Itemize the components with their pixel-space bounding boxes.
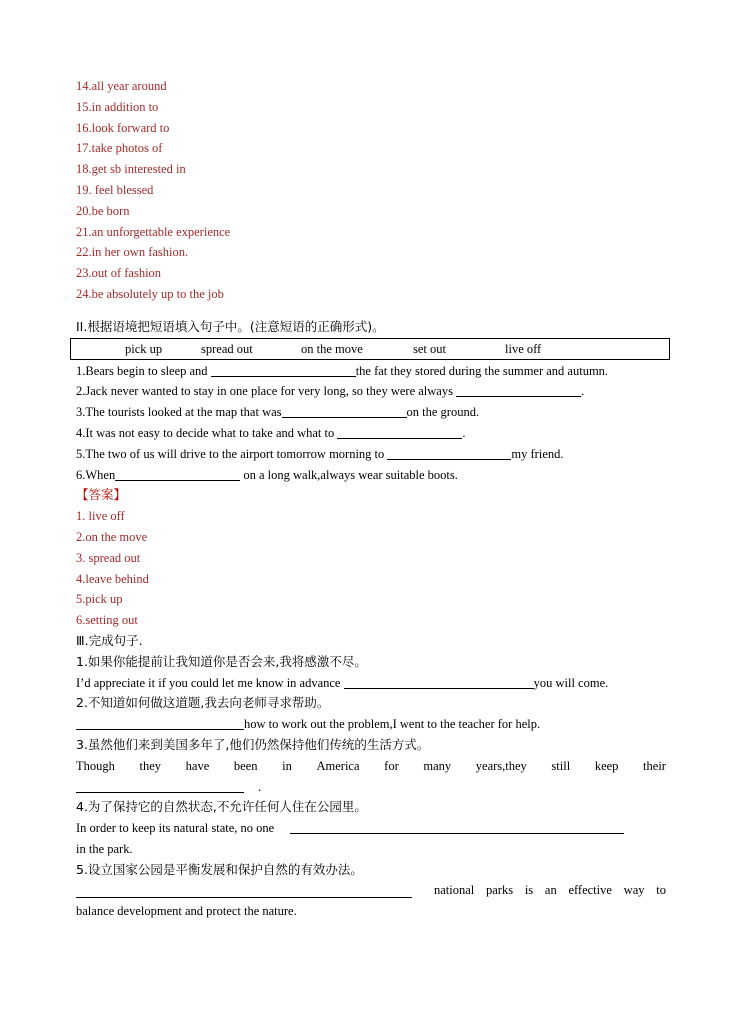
question-5-chinese: 5.设立国家公园是平衡发展和保护自然的有效办法。 bbox=[76, 861, 363, 877]
word: their bbox=[643, 758, 666, 773]
answer-item: 3. spread out bbox=[76, 550, 141, 565]
question-5-words bbox=[434, 880, 666, 901]
sentence-text: my friend. bbox=[511, 446, 564, 461]
phrase-item: 16.look forward to bbox=[76, 120, 170, 135]
word: to bbox=[656, 883, 666, 898]
answer-blank[interactable] bbox=[76, 778, 244, 793]
question-1-english bbox=[76, 673, 666, 694]
question-2-chinese: 2.不知道如何做这道题,我去向老师寻求帮助。 bbox=[76, 695, 330, 711]
answer-item: 1. live off bbox=[76, 509, 125, 524]
answer-item: 6.setting out bbox=[76, 613, 138, 628]
word: parks bbox=[486, 883, 514, 898]
question-3-chinese: 3.虽然他们来到美国多年了,他们仍然保持他们传统的生活方式。 bbox=[76, 736, 430, 752]
word: keep bbox=[594, 758, 619, 773]
word: is bbox=[524, 883, 534, 898]
sentence-text: . bbox=[581, 384, 585, 399]
answer-item: 2.on the move bbox=[76, 529, 148, 544]
word: they bbox=[139, 758, 162, 773]
word: way bbox=[623, 883, 645, 898]
sentence-2 bbox=[76, 381, 666, 402]
phrase-item: 20.be born bbox=[76, 203, 130, 218]
phrase-item: 17.take photos of bbox=[76, 141, 163, 156]
question-5-english bbox=[76, 880, 666, 901]
phrase-item: 19. feel blessed bbox=[76, 182, 154, 197]
question-2-english bbox=[76, 714, 666, 735]
sentence-text: 2.Jack never wanted to stay in one place for very long, so they were always bbox=[76, 384, 457, 399]
sentence-text: 6.When bbox=[76, 467, 116, 482]
sentence-text: 3.The tourists looked at the map that was bbox=[76, 405, 282, 420]
sentence-text: 4.It was not easy to decide what to take and what to bbox=[76, 425, 338, 440]
section-2-title: II.根据语境把短语填入句子中。(注意短语的正确形式)。 bbox=[76, 318, 385, 334]
sentence-text: you will come. bbox=[533, 675, 609, 690]
phrase-item: 15.in addition to bbox=[76, 99, 159, 114]
worksheet-page bbox=[76, 76, 666, 922]
word-bank-item: live off bbox=[505, 341, 542, 356]
phrase-item: 22.in her own fashion. bbox=[76, 245, 189, 260]
word: America bbox=[316, 758, 360, 773]
phrase-item: 23.out of fashion bbox=[76, 266, 162, 281]
question-4-chinese: 4.为了保持它的自然状态,不允许任何人住在公园里。 bbox=[76, 799, 367, 815]
answer-blank[interactable] bbox=[344, 674, 534, 689]
question-5-continuation: balance development and protect the nature. bbox=[76, 904, 297, 919]
answer-blank[interactable] bbox=[76, 715, 244, 730]
word: an bbox=[544, 883, 557, 898]
sentence-text: the fat they stored during the summer and autumn. bbox=[355, 363, 609, 378]
answer-blank[interactable] bbox=[290, 819, 624, 834]
answer-blank[interactable] bbox=[211, 362, 356, 377]
sentence-text: 5.The two of us will drive to the airport tomorrow morning to bbox=[76, 446, 388, 461]
sentence-text: how to work out the problem,I went to the teacher for help. bbox=[244, 717, 541, 732]
word-bank-item: on the move bbox=[301, 341, 363, 356]
section-3-title: Ⅲ.完成句子. bbox=[76, 632, 143, 648]
question-3-english bbox=[76, 756, 666, 777]
word: been bbox=[233, 758, 258, 773]
phrase-list bbox=[76, 76, 666, 305]
answer-label: 【答案】 bbox=[76, 487, 127, 503]
answer-item: 5.pick up bbox=[76, 592, 123, 607]
phrase-item: 21.an unforgettable experience bbox=[76, 224, 231, 239]
sentence-text: In order to keep its natural state, no one bbox=[76, 821, 275, 836]
word: many bbox=[423, 758, 452, 773]
word-bank-item: spread out bbox=[201, 341, 253, 356]
word: have bbox=[185, 758, 210, 773]
answer-blank[interactable] bbox=[387, 445, 511, 460]
answer-blank[interactable] bbox=[337, 424, 462, 439]
word: years,they bbox=[475, 758, 527, 773]
word: Though bbox=[76, 758, 115, 773]
answer-blank[interactable] bbox=[115, 466, 240, 481]
word: national bbox=[434, 883, 475, 898]
sentence-text: 1.Bears begin to sleep and bbox=[76, 363, 211, 378]
sentence-5 bbox=[76, 444, 666, 465]
answer-blank[interactable] bbox=[456, 382, 581, 397]
answer-item: 4.leave behind bbox=[76, 571, 149, 586]
sentence-text: I’d appreciate it if you could let me know in advance bbox=[76, 675, 344, 690]
answer-blank[interactable] bbox=[282, 403, 407, 418]
word: for bbox=[384, 758, 399, 773]
sentence-3 bbox=[76, 402, 666, 423]
word-bank-box bbox=[70, 338, 670, 360]
phrase-item: 18.get sb interested in bbox=[76, 162, 186, 177]
sentence-text: on the ground. bbox=[406, 405, 480, 420]
word: effective bbox=[568, 883, 612, 898]
phrase-item: 14.all year around bbox=[76, 79, 167, 93]
sentence-4 bbox=[76, 423, 666, 444]
question-4-continuation: in the park. bbox=[76, 841, 133, 856]
word-bank-item: pick up bbox=[125, 341, 163, 356]
question-4-english bbox=[76, 818, 666, 839]
phrase-item: 24.be absolutely up to the job bbox=[76, 286, 224, 301]
word-bank-item: set out bbox=[413, 341, 446, 356]
sentence-6 bbox=[76, 465, 666, 486]
question-3-continuation bbox=[76, 777, 666, 798]
question-1-chinese: 1.如果你能提前让我知道你是否会来,我将感激不尽。 bbox=[76, 653, 367, 669]
answer-blank[interactable] bbox=[76, 883, 412, 898]
sentence-1 bbox=[76, 361, 666, 382]
sentence-text: . bbox=[462, 425, 466, 440]
word: still bbox=[551, 758, 571, 773]
sentence-text: on a long walk,always wear suitable boots. bbox=[240, 467, 458, 482]
sentence-text: . bbox=[258, 779, 262, 794]
word: in bbox=[282, 758, 292, 773]
